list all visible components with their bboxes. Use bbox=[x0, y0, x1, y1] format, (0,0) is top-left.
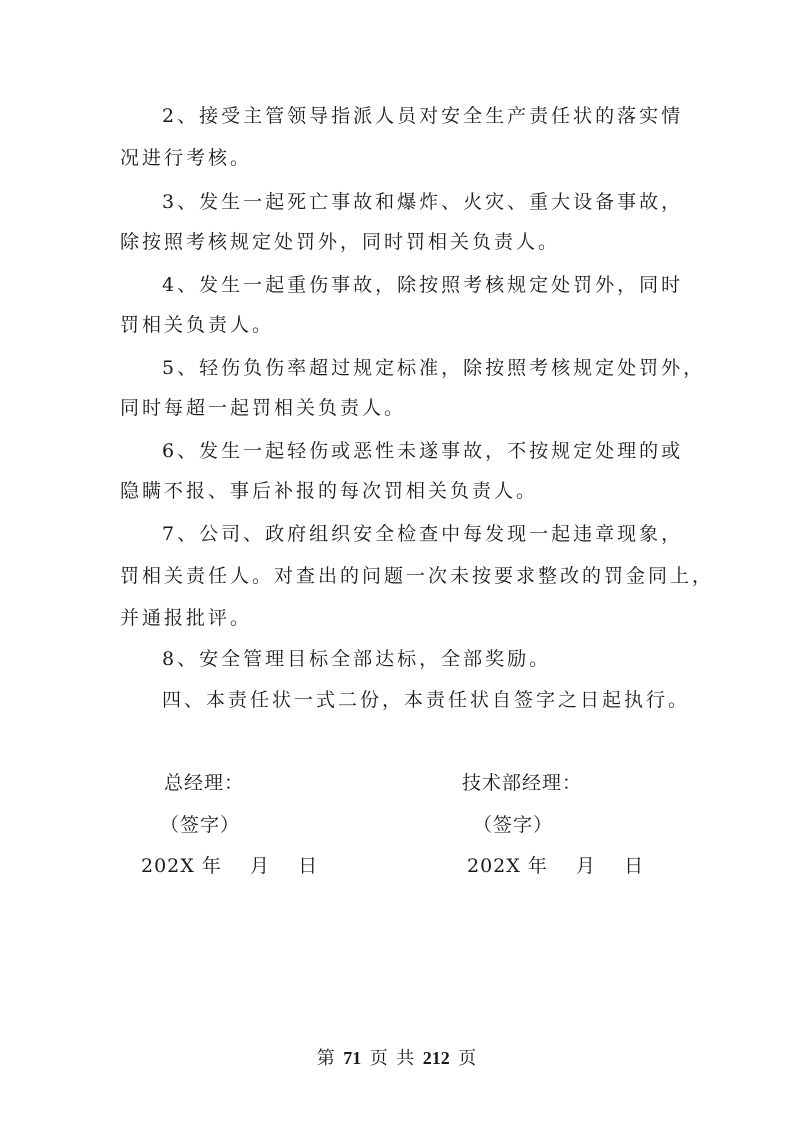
total-pages-number: 212 bbox=[422, 1048, 450, 1068]
section-4-line-1: 四、本责任状一式二份，本责任状自签字之日起执行。 bbox=[162, 689, 691, 711]
signature-right-date: 202X 年 月 日 bbox=[467, 855, 645, 877]
item-3-line-2: 除按照考核规定处罚外，同时罚相关负责人。 bbox=[120, 231, 561, 253]
item-8-line-1: 8、安全管理目标全部达标，全部奖励。 bbox=[162, 648, 552, 670]
footer-prefix: 第 bbox=[316, 1048, 335, 1068]
signature-right-title: 技术部经理： bbox=[462, 772, 583, 794]
signature-left-title: 总经理： bbox=[164, 772, 245, 794]
footer-middle: 页 共 bbox=[369, 1048, 415, 1068]
item-2-line-2: 况进行考核。 bbox=[120, 147, 253, 169]
item-7-line-3: 并通报批评。 bbox=[120, 607, 253, 629]
page-number-footer bbox=[0, 1044, 793, 1070]
footer-suffix: 页 bbox=[458, 1048, 477, 1068]
item-6-line-2: 隐瞒不报、事后补报的每次罚相关负责人。 bbox=[120, 480, 539, 502]
current-page-number: 71 bbox=[343, 1048, 362, 1068]
item-6-line-1: 6、发生一起轻伤或恶性未遂事故，不按规定处理的或 bbox=[162, 440, 684, 462]
signature-left-sign-note: （签字） bbox=[160, 814, 241, 836]
item-7-line-1: 7、公司、政府组织安全检查中每发现一起违章现象， bbox=[162, 523, 684, 545]
item-2-line-1: 2、接受主管领导指派人员对安全生产责任状的落实情 bbox=[162, 105, 684, 127]
signature-left-date: 202X 年 月 日 bbox=[141, 855, 319, 877]
item-4-line-2: 罚相关负责人。 bbox=[120, 314, 275, 336]
item-5-line-2: 同时每超一起罚相关负责人。 bbox=[120, 397, 407, 419]
item-4-line-1: 4、发生一起重伤事故，除按照考核规定处罚外，同时 bbox=[162, 274, 684, 296]
item-7-line-2: 罚相关责任人。对查出的问题一次未按要求整改的罚金同上， bbox=[120, 565, 715, 587]
item-3-line-1: 3、发生一起死亡事故和爆炸、火灾、重大设备事故， bbox=[162, 191, 684, 213]
signature-right-sign-note: （签字） bbox=[473, 814, 554, 836]
item-5-line-1: 5、轻伤负伤率超过规定标准，除按照考核规定处罚外， bbox=[162, 357, 706, 379]
